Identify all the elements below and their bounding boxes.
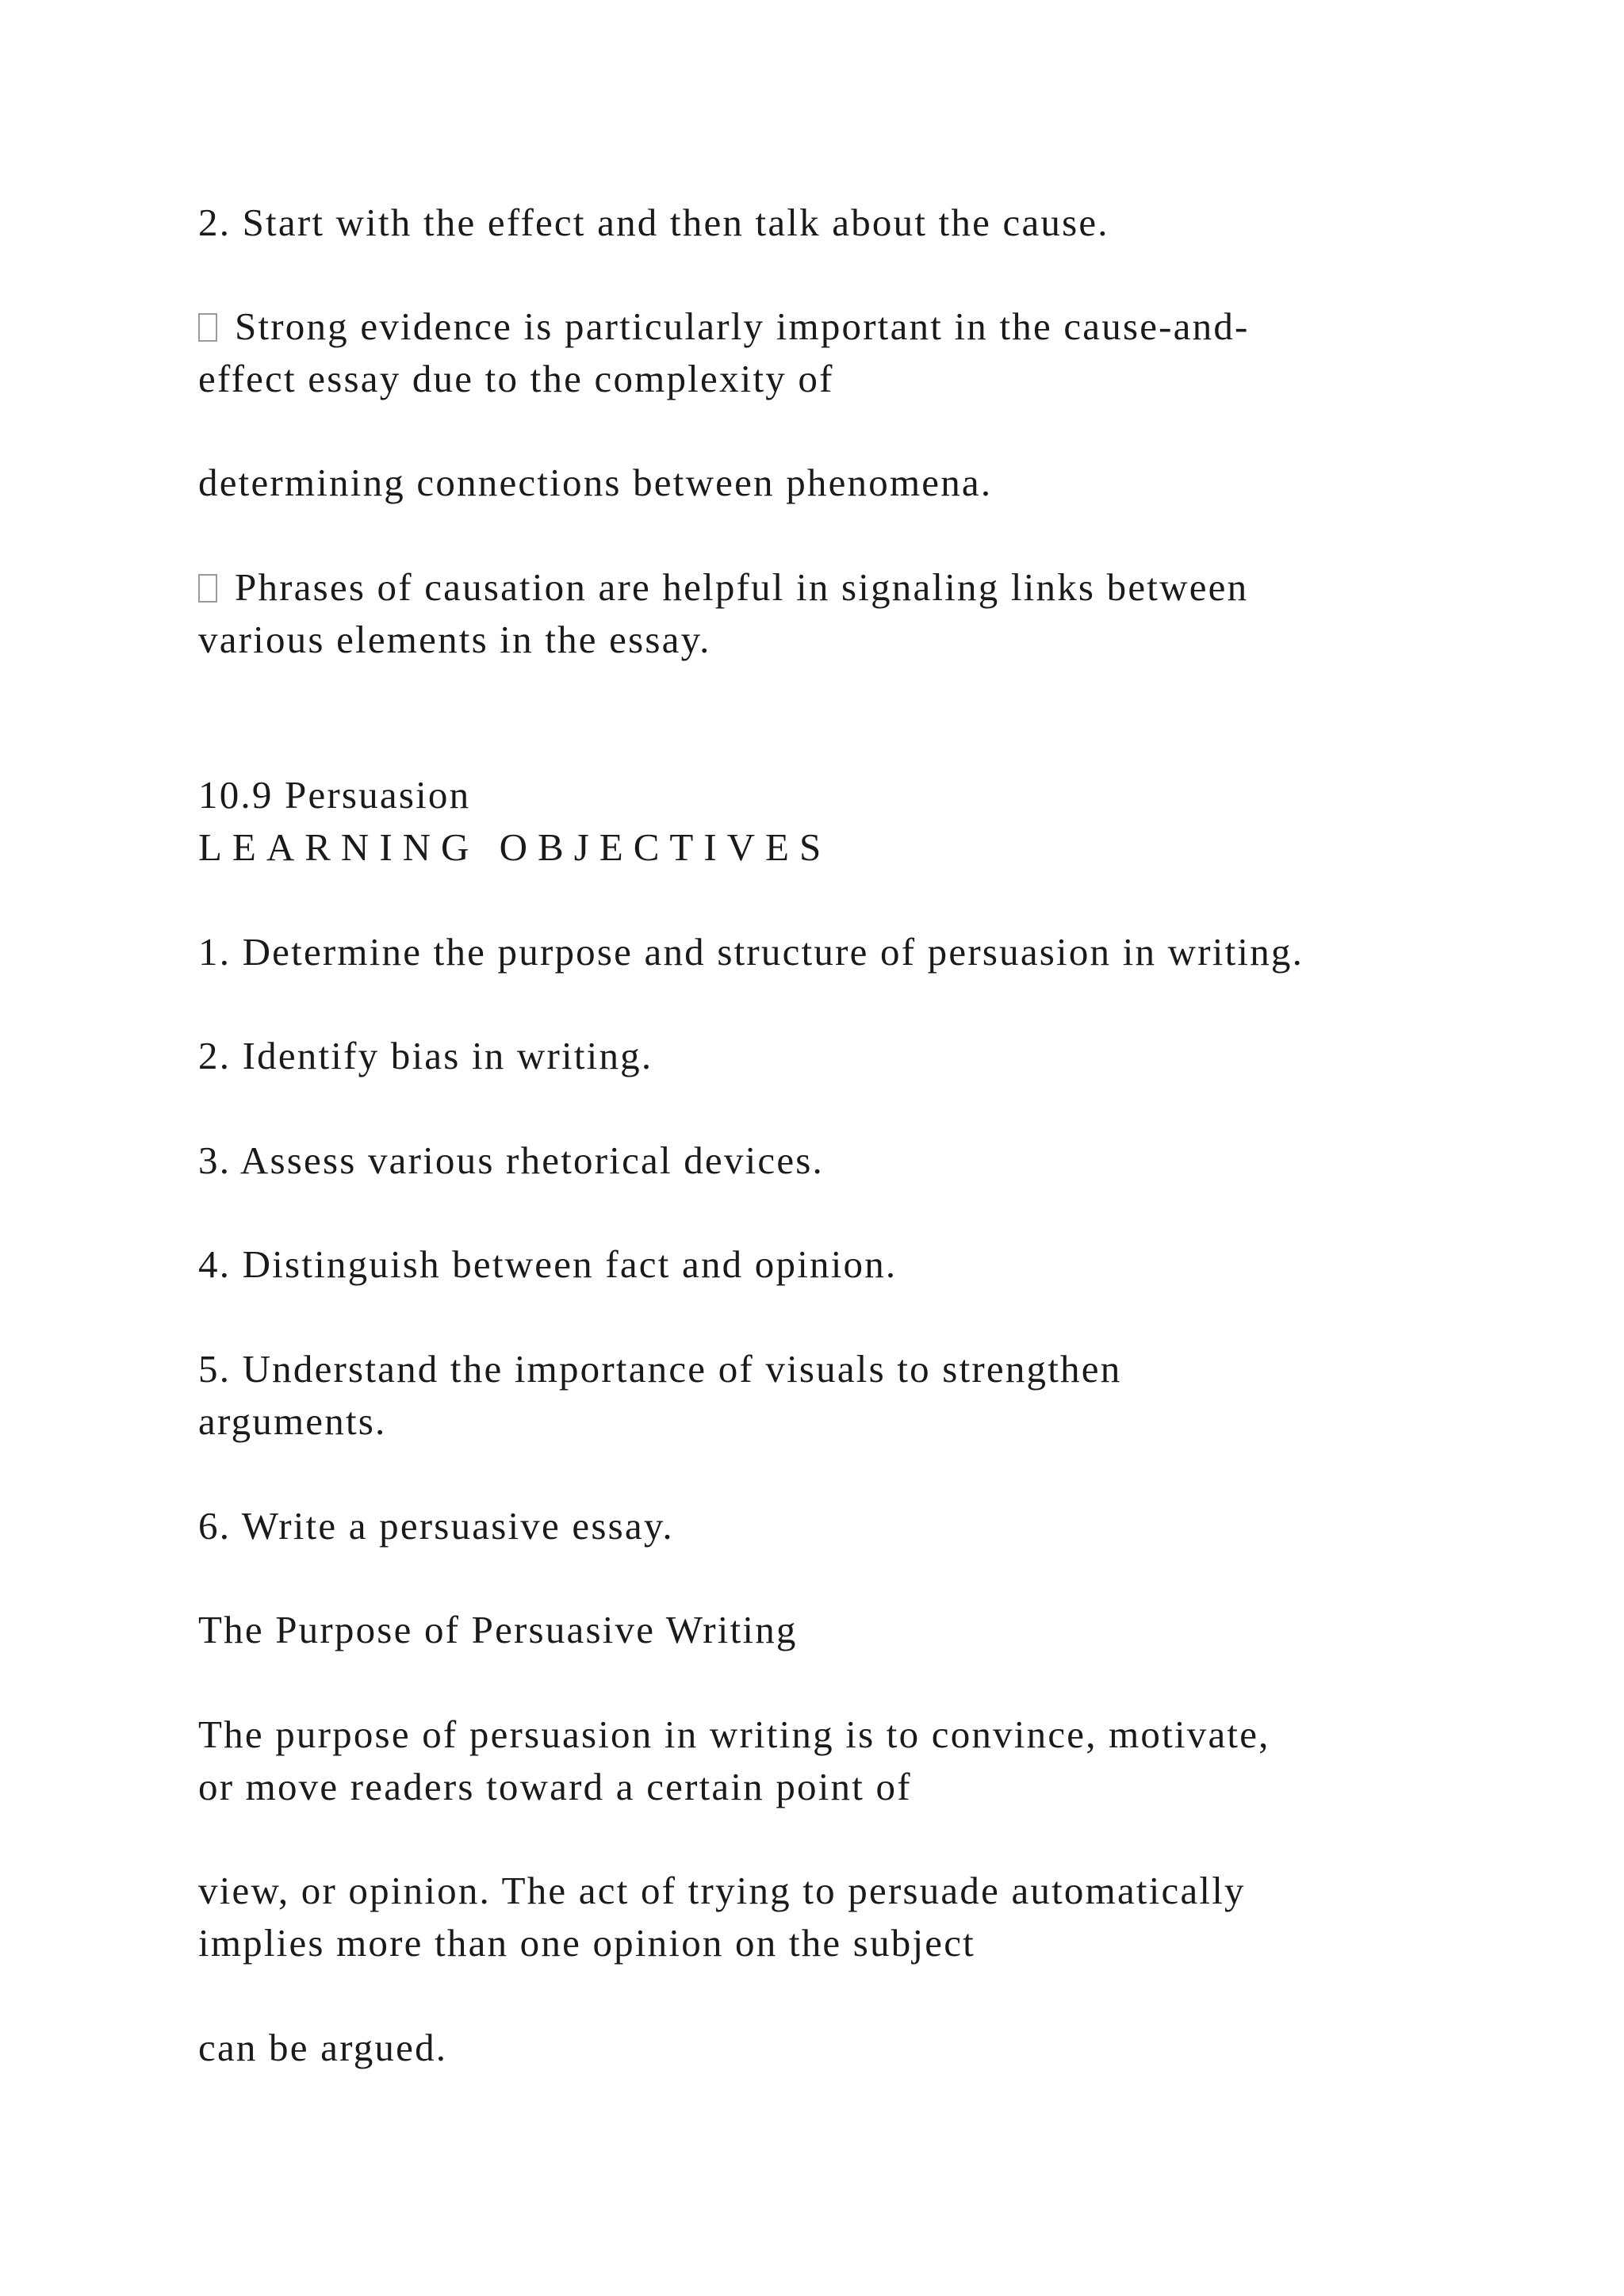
bullet-icon [198,574,217,603]
section-heading: 10.9 Persuasion [198,773,471,817]
learning-objectives-heading: LEARNING OBJECTIVES [198,825,832,869]
objective-item-continued: arguments. [198,1399,387,1443]
objective-item: 5. Understand the importance of visuals to strengthen [198,1347,1122,1391]
paragraph-line: view, or opinion. The act of trying to persuade automatically [198,1869,1246,1912]
paragraph-line: can be argued. [198,2026,448,2069]
paragraph-line: implies more than one opinion on the subject [198,1921,975,1965]
objective-item: 1. Determine the purpose and structure of persuasion in writing. [198,930,1304,974]
paragraph-line: various elements in the essay. [198,618,711,661]
objective-item: 3. Assess various rhetorical devices. [198,1138,825,1182]
subsection-heading: The Purpose of Persuasive Writing [198,1608,798,1651]
bullet-icon [198,313,217,342]
bullet-item-strong-evidence [198,300,1250,353]
paragraph-line: effect essay due to the complexity of [198,357,834,400]
list-item-cause-effect-order: 2. Start with the effect and then talk about the cause. [198,201,1109,244]
objective-item: 2. Identify bias in writing. [198,1034,653,1077]
paragraph-line: The purpose of persuasion in writing is to convince, motivate, [198,1712,1270,1756]
objective-item: 4. Distinguish between fact and opinion. [198,1242,898,1286]
objective-item: 6. Write a persuasive essay. [198,1504,674,1548]
bullet-text: Phrases of causation are helpful in signaling links between [235,565,1249,609]
paragraph-line: or move readers toward a certain point of [198,1765,912,1808]
bullet-item-phrases-causation [198,561,1248,614]
bullet-text: Strong evidence is particularly important in the cause-and- [235,304,1250,348]
paragraph-line: determining connections between phenomena. [198,461,993,504]
